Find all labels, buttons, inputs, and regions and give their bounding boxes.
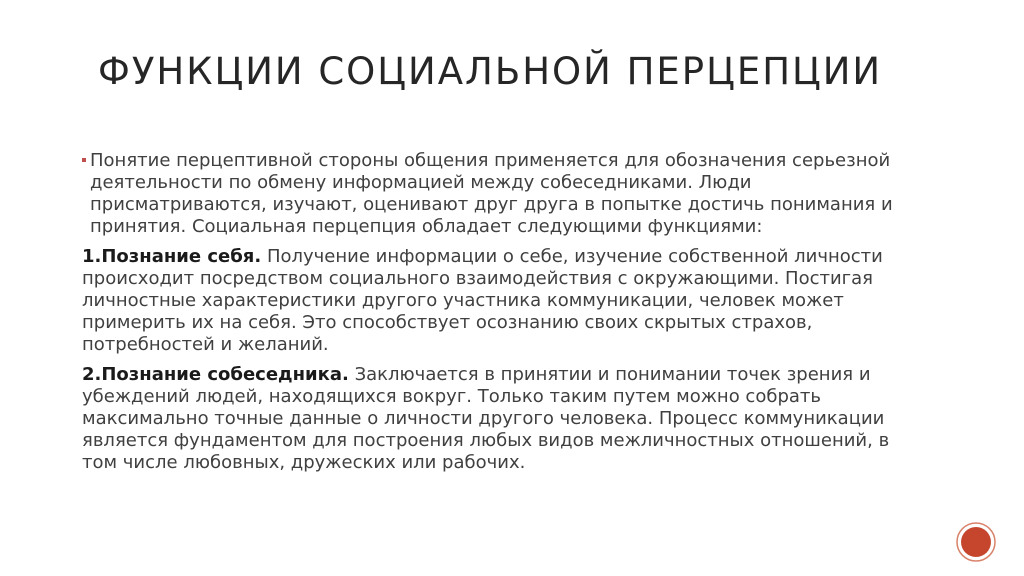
slide-title: ФУНКЦИИ СОЦИАЛЬНОЙ ПЕРЦЕПЦИИ — [98, 50, 883, 93]
square-bullet-icon — [82, 158, 86, 162]
list-item-text: Получение информации о себе, изучение собственной личности происходит посредством социального взаимодействия с окружающими. Постигая личностные характеристики другого участника коммуникации, человек может примерить их на себя. Это способствует осознанию своих скрытых страхов, потребностей и желаний. — [82, 246, 883, 355]
slide-corner-circle-icon — [956, 522, 996, 562]
intro-text: Понятие перцептивной стороны общения применяется для обозначения серьезной деятельности по обмену информацией между собеседниками. Люди присматриваются, изучают, оценивают друг друга в попытке достичь понимания и принятия. Социальная перцепция обладает следующими функциями: — [90, 150, 893, 237]
list-item-text: Заключается в принятии и понимании точек зрения и убеждений людей, находящихся вокруг. Только таким путем можно собрать максимально точные данные о личности другого человека. Процесс коммуникации является фундаментом для построения любых видов межличностных отношений, в том числе любовных, дружеских или рабочих. — [82, 364, 890, 473]
list-item-heading: 2.Познание собеседника. — [82, 364, 349, 385]
list-item-partner-knowledge — [82, 364, 922, 474]
intro-paragraph — [82, 150, 922, 238]
slide-body — [82, 150, 922, 482]
list-item-heading: 1.Познание себя. — [82, 246, 262, 267]
list-item-self-knowledge — [82, 246, 922, 356]
